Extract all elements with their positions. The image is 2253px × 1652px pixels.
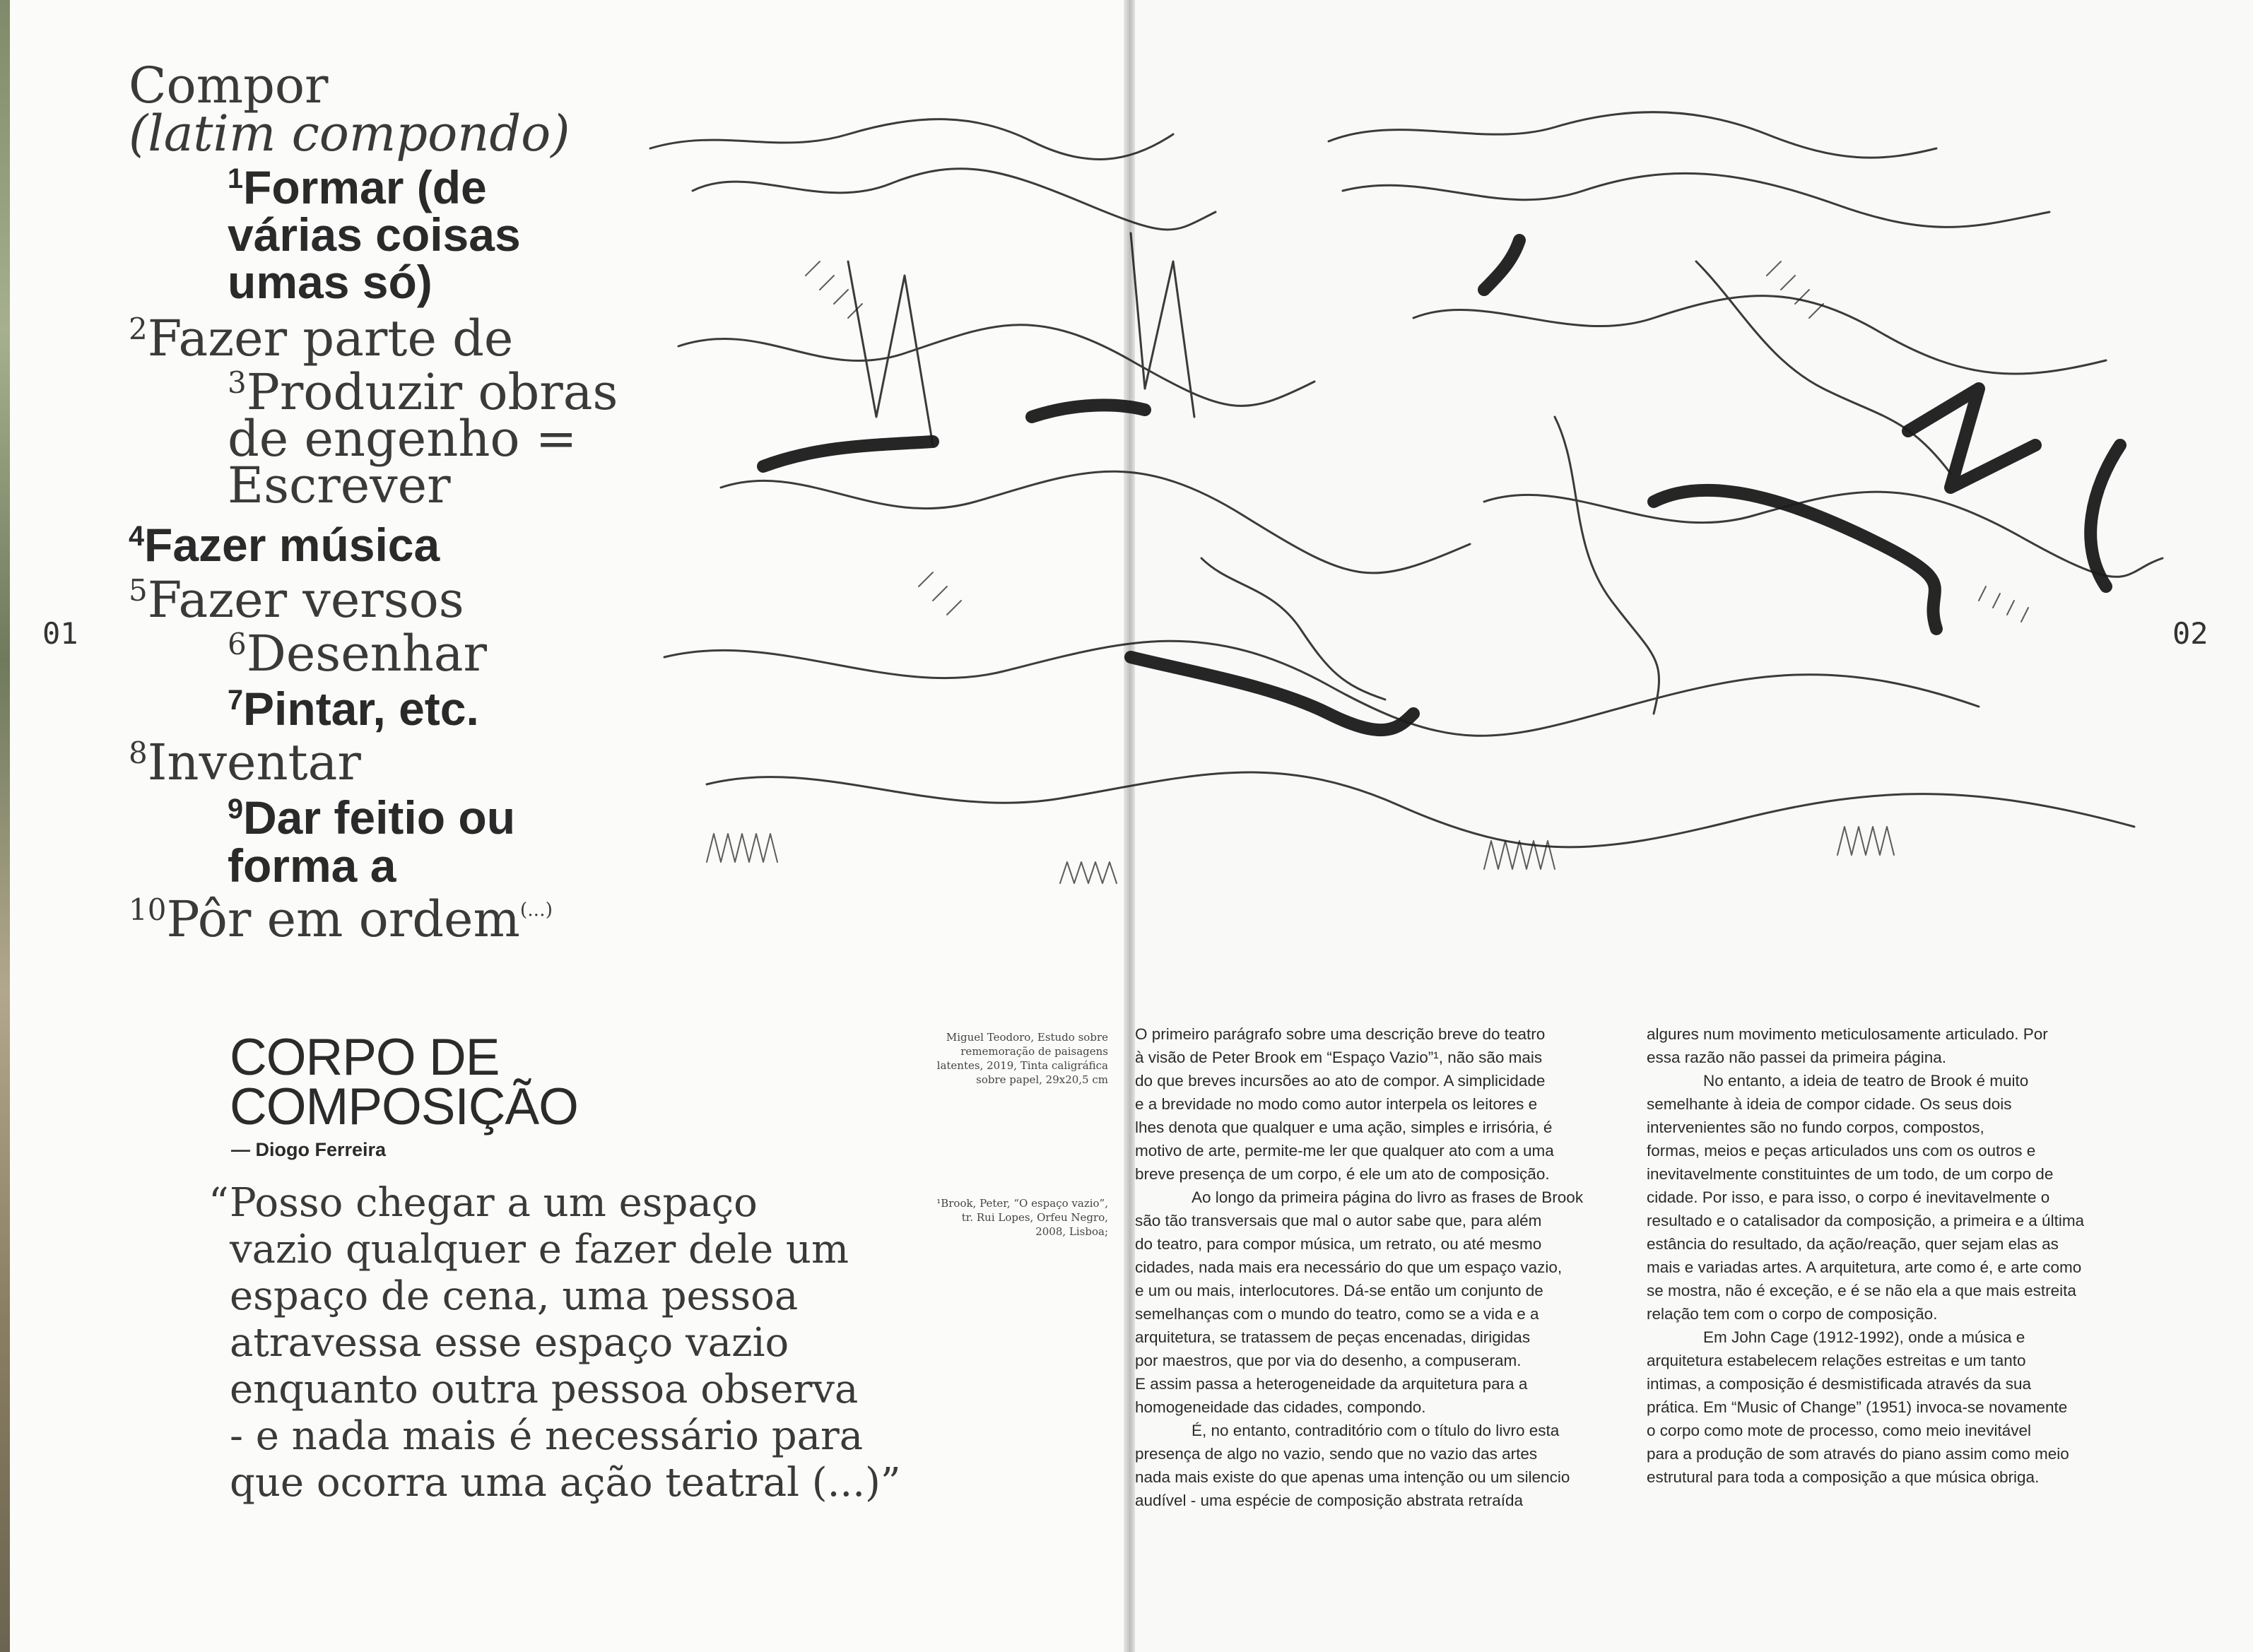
- quote-line: Posso chegar a um espaço: [230, 1180, 758, 1226]
- lexicon-etymology: (latim compondo): [129, 105, 570, 163]
- footnote: ¹Brook, Peter, “O espaço vazio”, tr. Rui Lopes, Orfeu Negro, 2008, Lisboa;: [936, 1197, 1108, 1238]
- lexicon-item-9: $^9$Dar feitio ou: [228, 791, 516, 844]
- article-author: — Diogo Ferreira: [231, 1139, 387, 1160]
- lexicon-item-3-cont: Escrever: [228, 456, 451, 514]
- lexicon-headword: Compor: [129, 57, 329, 114]
- lexicon-item-3: $^3$Produzir obras: [228, 363, 618, 421]
- body-column-2: [1647, 1022, 2155, 1489]
- quote-line: vazio qualquer e fazer dele um: [230, 1227, 849, 1273]
- lexicon-item-1-cont: umas só): [228, 256, 433, 308]
- lexicon-item-3-cont: de engenho =: [228, 410, 577, 468]
- quote-line: atravessa esse espaço vazio: [230, 1320, 789, 1366]
- lexicon-item-1: $^1$Formar (de: [228, 161, 487, 213]
- page-number-left: 01: [42, 616, 78, 651]
- paragraph: No entanto, a ideia de teatro de Brook é muito semelhante à ideia de compor cidade. Os seus dois intervenientes são no fundo corpos, compostos, formas, meios e peças articulados uns com os outros e inevitavelmente constituintes de um todo, de um corpo de cidade. Por isso, e para isso, o corpo é inevitavelmente o resultado e o catalisador da composição, a primeira e a última estância do resultado, da ação/reação, quer sejam elas as mais e variadas artes. A arquitetura, arte como é, e arte como se mostra, não é exceção, e é se não ela a que mais estreita relação tem com o corpo de composição.: [1647, 1072, 2085, 1323]
- lexicon-item-10: $^{10}$Pôr em ordem(...): [129, 890, 553, 948]
- article-title: CORPO DE COMPOSIÇÃO: [230, 1029, 578, 1135]
- body-column-1: [1135, 1022, 1616, 1512]
- image-caption: Miguel Teodoro, Estudo sobre rememoração de paisagens latentes, 2019, Tinta caligráfica sobre papel, 29x20,5 cm: [936, 1031, 1108, 1086]
- page-edge-strip: [0, 0, 10, 1652]
- lexicon-item-2: $^2$Fazer parte de: [129, 309, 514, 367]
- lexicon-item-1-cont: várias coisas: [228, 208, 521, 261]
- lexicon-item-6: $^6$Desenhar: [228, 625, 487, 683]
- quote-line: que ocorra uma ação teatral (...)”: [230, 1460, 901, 1506]
- paragraph: algures num movimento meticulosamente articulado. Por essa razão não passei da primeira página.: [1647, 1025, 2048, 1066]
- lexicon-item-5: $^5$Fazer versos: [129, 571, 464, 629]
- quote-mark: “: [208, 1180, 229, 1226]
- lexicon-item-9-cont: forma a: [228, 839, 396, 892]
- lexicon-item-4: $^4$Fazer música: [129, 519, 440, 571]
- paragraph: O primeiro parágrafo sobre uma descrição breve do teatro à visão de Peter Brook em “Espaço Vazio”¹, não são mais do que breves incursões ao ato de compor. A simplicidade e a brevidade no modo como autor interpela os leitores e lhes denota que qualquer e uma ação, simples e irrisória, é motivo de arte, permite-me ler que qualquer ato com a uma breve presença de um corpo, é ele um ato de composição.: [1135, 1025, 1554, 1183]
- ink-landscape-drawing: [636, 49, 2191, 968]
- paragraph: Em John Cage (1912-1992), onde a música e arquitetura estabelecem relações estreitas e um tanto intimas, a composição é desmistificada através da sua prática. Em “Music of Change” (1951) invoca-se novamente o corpo como mote de processo, como meio inevitável para a produção de som através do piano assim como meio estrutural para toda a composição a que música obriga.: [1647, 1328, 2069, 1486]
- paragraph: É, no entanto, contraditório com o título do livro esta presença de algo no vazio, sendo que no vazio das artes nada mais existe do que apenas uma intenção ou um silencio audível - uma espécie de composição abstrata retraída: [1135, 1422, 1570, 1509]
- page-number-right: 02: [2172, 616, 2208, 651]
- quote-line: espaço de cena, uma pessoa: [230, 1273, 799, 1319]
- lexicon-item-7: $^7$Pintar, etc.: [228, 683, 479, 735]
- quote-line: - e nada mais é necessário para: [230, 1413, 864, 1459]
- pull-quote: [208, 1180, 922, 1506]
- lexicon-item-8: $^8$Inventar: [129, 733, 361, 791]
- paragraph: Ao longo da primeira página do livro as frases de Brook são tão transversais que mal o autor sabe que, para além do teatro, para compor música, um retrato, ou até mesmo cidades, nada mais era necessário do que um espaço vazio, e um ou mais, interlocutores. Dá-se então um conjunto de semelhanças com o mundo do teatro, como se a vida e a arquitetura, se tratassem de peças encenadas, dirigidas por maestros, que por via do desenho, a compuseram. E assim passa a heterogeneidade da arquitetura para a homogeneidade das cidades, compondo.: [1135, 1188, 1584, 1416]
- quote-line: enquanto outra pessoa observa: [230, 1367, 859, 1412]
